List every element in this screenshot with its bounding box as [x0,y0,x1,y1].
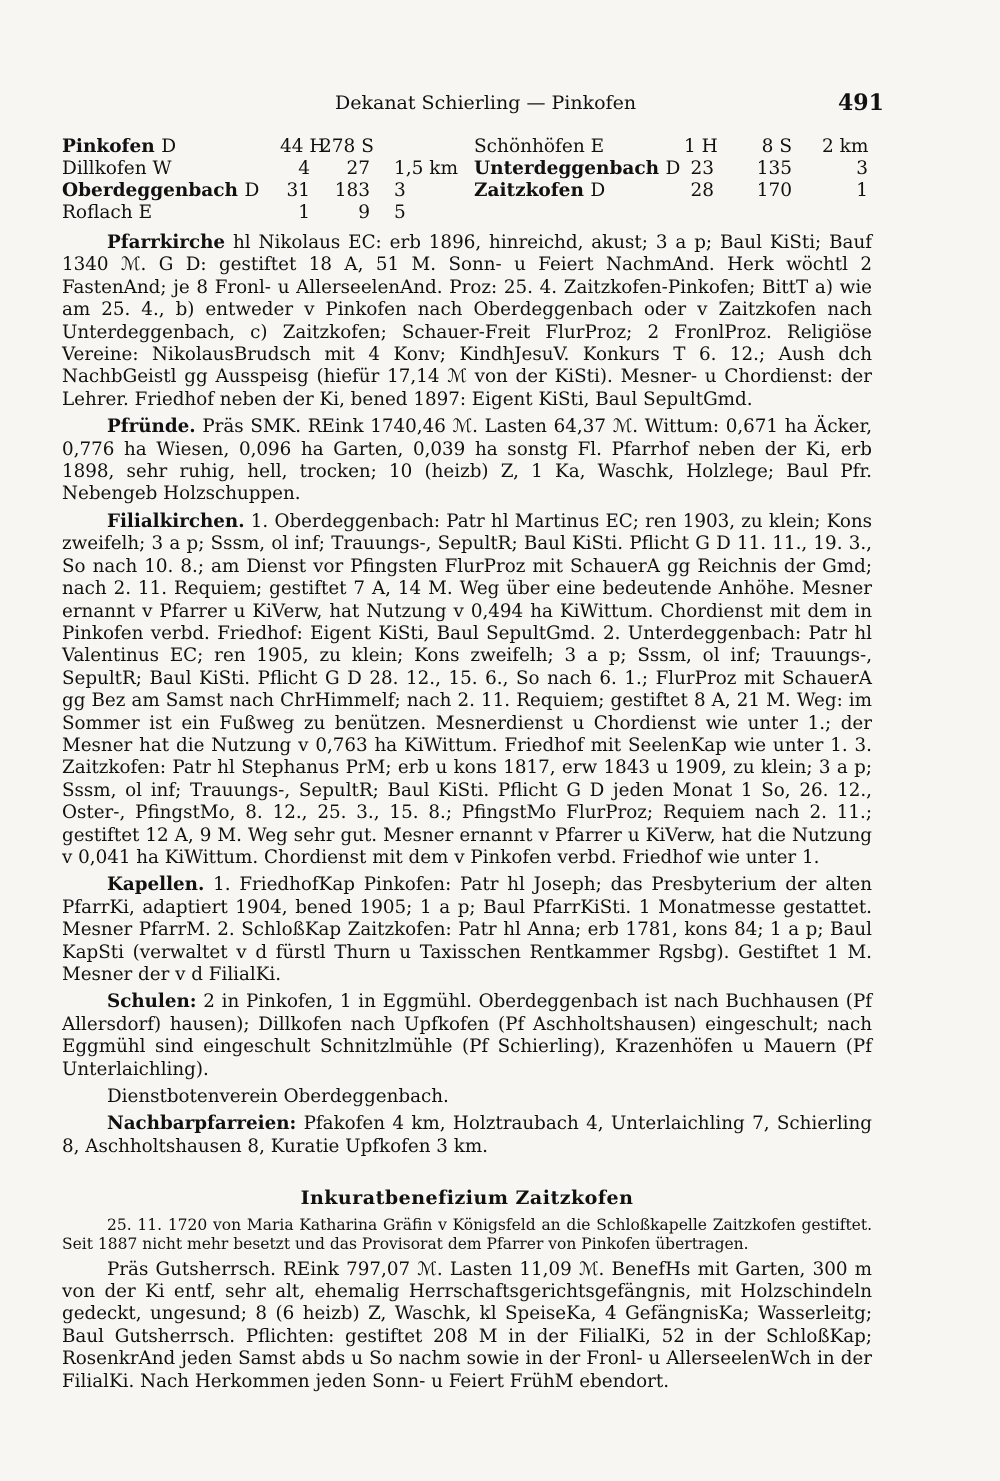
souls-count: 183 [334,180,370,201]
table-row [62,180,882,202]
page-number: 491 [838,90,884,116]
section-label: Filialkirchen. [107,510,245,532]
table-row [62,158,882,180]
pfarrkirche-paragraph [62,232,872,411]
houses-count: 28 [690,180,714,201]
schulen-paragraph [62,991,872,1081]
main-text [62,232,872,1398]
souls-count: 8 S [761,136,792,157]
place-name: Schönhöfen E [474,136,605,157]
place-name: Unterdeggenbach D [474,158,681,179]
place-name: Oberdeggenbach D [62,180,260,201]
place-name: Roflach E [62,202,153,223]
souls-count: 27 [346,158,370,179]
paragraph-text: Präs SMK. REink 1740,46 ℳ. Lasten 64,37 ℳ. Wittum: 0,671 ha Äcker, 0,776 ha Wiesen, 0,096 ha Garten, 0,039 ha sonstg Fl. Pfarrhof neben der Ki, erb 1898, sehr ruhig, hell, trocken; 10 (heizb) Z, 1 Ka, Waschk, Holzlege; Baul Pfr. Nebengeb Holzschuppen. [62,416,873,505]
running-header [0,92,1000,122]
souls-count: 135 [756,158,792,179]
distance: 2 km [822,136,869,157]
kapellen-paragraph [62,874,872,986]
distance: 1,5 km [394,158,459,179]
houses-count: 44 H [280,136,326,157]
place-name: Zaitzkofen D [474,180,606,201]
places-table [62,136,882,224]
distance: 3 [856,158,868,179]
section-label: Pfarrkirche [107,232,226,253]
filialkirchen-paragraph [62,511,872,870]
place-name: Pinkofen D [62,136,177,157]
benefizium-paragraph: Präs Gutsherrsch. REink 797,07 ℳ. Lasten 11,09 ℳ. BenefHs mit Garten, 300 m von der Ki entf, sehr alt, ehemalig Herrschaftsgerichtsgefängnis, mit Holzschindeln gedeckt, ungesund; 8 (6 heizb) Z, Waschk, kl SpeiseKa, 4 GefängnisKa; Wasserleitg; Baul Gutsherrsch. Pflichten: gestiftet 208 M in der FilialKi, 52 in der SchloßKap; RosenkrAnd jeden Samst abds u So nachm sowie in der Fronl- u AllerseelenWch in der FilialKi. Nach Herkommen jeden Sonn- u Feiert FrühM ebendort. [62,1258,872,1392]
souls-count: 278 S [320,136,374,157]
houses-count: 23 [690,158,714,179]
paragraph-text: 1. FriedhofKap Pinkofen: Patr hl Joseph; das Presbyterium der alten PfarrKi, adaptiert 1904, bened 1905; 1 a p; Baul PfarrKiSti. 1 Monatmesse gestattet. Mesner PfarrM. 2. SchloßKap Zaitzkofen: Patr hl Anna; erb 1781, kons 84; 1 a p; Baul KapSti (verwaltet v d fürstl Thurn u Taxisschen Rentkammer Rgsbg). Gestiftet 1 M. Mesner der v d FilialKi. [62,874,872,985]
souls-count: 9 [358,202,370,223]
distance: 3 [394,180,406,201]
benefizium-intro: 25. 11. 1720 von Maria Katharina Gräfin v Königsfeld an die Schloßkapelle Zaitzkofen gestiftet. Seit 1887 nicht mehr besetzt und das Provisorat dem Pfarrer von Pinkofen übertragen. [62,1215,872,1253]
dienstboten-paragraph: Dienstbotenverein Oberdeggenbach. [107,1086,449,1108]
houses-count: 31 [286,180,310,201]
table-row [62,136,882,158]
benefizium-title: Inkuratbenefizium Zaitzkofen [300,1187,634,1210]
distance: 5 [394,202,406,223]
paragraph-text: 2 in Pinkofen, 1 in Eggmühl. Oberdeggenbach ist nach Buchhausen (Pf Allersdorf) hausen); Dillkofen nach Upfkofen (Pf Aschholtshausen) eingeschult; nach Eggmühl sind eingeschult Schnitzlmühle (Pf Schierling), Krazenhöfen u Mauern (Pf Unterlaichling). [62,991,873,1080]
distance: 1 [856,180,868,201]
section-label: Schulen: [107,991,197,1013]
section-label: Kapellen. [107,874,205,896]
nachbarpfarreien-paragraph [62,1113,872,1158]
paragraph-text: hl Nikolaus EC: erb 1896, hinreichd, akust; 3 a p; Baul KiSti; Bauf 1340 ℳ. G D: gestiftet 18 A, 51 M. Sonn- u Feiert NachmAnd. Herk wöchtl 2 FastenAnd; je 8 Fronl- u AllerseelenAnd. Proz: 25. 4. Zaitzkofen-Pinkofen; BittT a) wie am 25. 4., b) entweder v Pinkofen nach Oberdeggenbach oder v Zaitzkofen nach Unterdeggenbach, c) Zaitzkofen; Schauer-Freit FlurProz; 2 FronlProz. Religiöse Vereine: NikolausBrudsch mit 4 Konv; KindhJesuV. Konkurs T 6. 12.; Aush dch NachbGeistl gg Ausspeisg (hiefür 17,14 ℳ von der KiSti). Mesner- u Chordienst: der Lehrer. Friedhof neben der Ki, bened 1897: Eigent KiSti, Baul SepultGmd. [62,232,872,410]
paragraph-text: Pfakofen 4 km, Holztraubach 4, Unterlaichling 7, Schierling 8, Aschholtshausen 8, Kuratie Upfkofen 3 km. [62,1113,872,1157]
section-label: Nachbarpfarreien: [107,1113,297,1135]
header-title: Dekanat Schierling — Pinkofen [335,92,637,114]
paragraph-text: 1. Oberdeggenbach: Patr hl Martinus EC; ren 1903, zu klein; Kons zweifelh; 3 a p; Sssm, ol inf; Trauungs-, SepultR; Baul KiSti. Pflicht G D 11. 11., 19. 3., So nach 10. 8.; am Dienst vor Pfingsten FlurProz mit SchauerA gg Reichnis der Gmd; nach 2. 11. Requiem; gestiftet 7 A, 14 M. Weg über eine bedeutende Anhöhe. Mesner ernannt v Pfarrer u KiVerw, hat Nutzung v 0,494 ha KiWittum. Chordienst mit dem in Pinkofen verbd. Friedhof: Eigent KiSti, Baul SepultGmd. 2. Unterdeggenbach: Patr hl Valentinus EC; ren 1905, zu klein; Kons zweifelh; 3 a p; Sssm, ol inf; Trauungs-, SepultR; Baul KiSti. Pflicht G D 28. 12., 15. 6., So nach 6. 1.; FlurProz mit SchauerA gg Bez am Samst nach ChrHimmelf; nach 2. 11. Requiem; gestiftet 8 A, 21 M. Weg: im Sommer ist ein Fußweg zu benützen. Mesnerdienst u Chordienst wie unter 1.; der Mesner hat die Nutzung v 0,763 ha KiWittum. Friedhof mit SeelenKap wie unter 1. 3. Zaitzkofen: Patr hl Stephanus PrM; erb u kons 1817, erw 1843 u 1909, zu klein; 3 a p; Sssm, ol inf; Trauungs-, SepultR; Baul KiSti. Pflicht G D jeden Monat 1 So, 26. 12., Oster-, PfingstMo, 8. 12., 25. 3., 15. 8.; PfingstMo FlurProz; Requiem nach 2. 11.; gestiftet 12 A, 9 M. Weg sehr gut. Mesner ernannt v Pfarrer u KiVerw, hat die Nutzung v 0,041 ha KiWittum. Chordienst mit dem v Pinkofen verbd. Friedhof wie unter 1. [62,510,873,868]
section-gap [62,1163,872,1187]
section-label: Pfründe. [107,416,196,438]
pfruende-paragraph [62,416,872,506]
place-name: Dillkofen W [62,158,172,179]
houses-count: 1 [298,202,310,223]
houses-count: 1 H [684,136,718,157]
houses-count: 4 [298,158,310,179]
souls-count: 170 [756,180,792,201]
table-row [62,202,882,224]
